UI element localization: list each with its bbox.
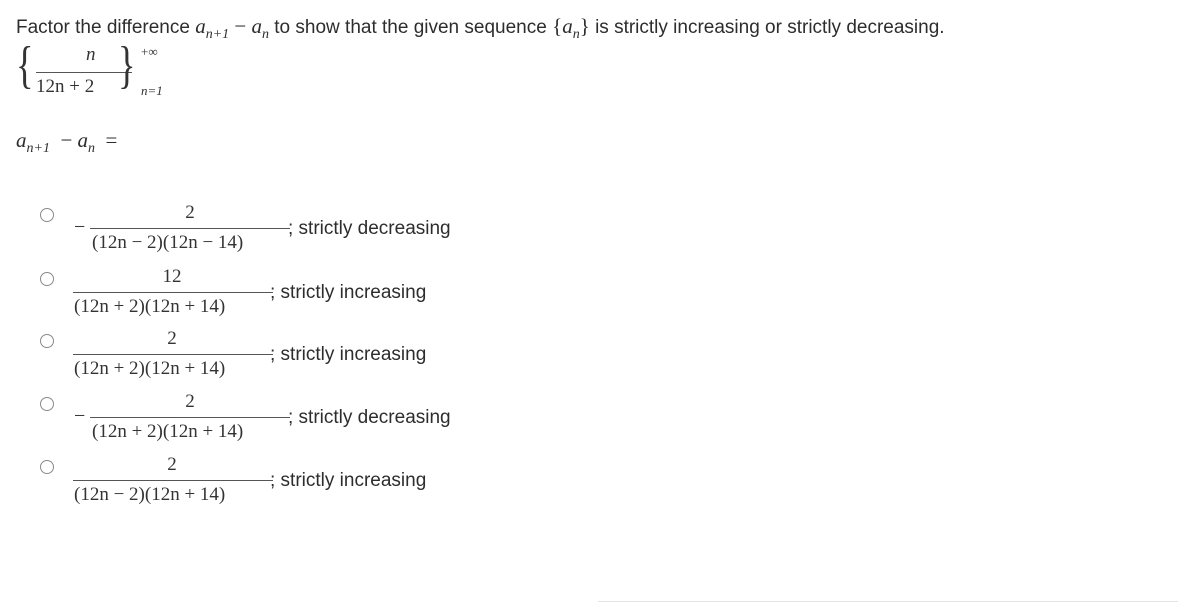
difference-minus: − (234, 14, 247, 38)
difference-a: a (195, 14, 206, 38)
sequence-sub-n: n (572, 27, 580, 42)
question-text (16, 14, 945, 43)
answer-equals: = (105, 128, 118, 152)
answer-lhs (16, 128, 117, 157)
option-3-conclusion: ; strictly increasing (270, 344, 427, 365)
radio-button-option-2[interactable] (40, 272, 54, 286)
answer-option-3[interactable] (40, 328, 560, 384)
sequence-notation (552, 14, 590, 42)
radio-button-option-1[interactable] (40, 208, 54, 222)
sequence-close-brace: } (579, 14, 590, 38)
radio-button-option-3[interactable] (40, 334, 54, 348)
option-4-sign: − (74, 405, 86, 427)
sequence-open-brace: { (552, 14, 563, 38)
option-5-denominator: (12n − 2)(12n + 14) (74, 484, 226, 505)
sequence-numerator: n (86, 44, 96, 65)
answer-sub-n-plus-1: n+1 (26, 141, 50, 156)
difference-sub-n-plus-1: n+1 (205, 27, 230, 42)
sequence-lower-limit: n=1 (141, 83, 163, 98)
option-5-fraction-bar (73, 480, 273, 481)
question-middle: to show that the given sequence (274, 17, 547, 38)
option-1-conclusion: ; strictly decreasing (288, 218, 451, 239)
answer-option-1[interactable] (40, 202, 560, 258)
sequence-right-brace: } (118, 37, 136, 94)
option-1-sign: − (74, 216, 86, 238)
difference-a-2: a (251, 14, 262, 38)
option-3-numerator: 2 (167, 328, 177, 349)
answer-option-2[interactable] (40, 266, 560, 322)
answer-minus: − (60, 128, 73, 152)
option-2-numerator: 12 (162, 266, 182, 287)
sequence-a: a (562, 14, 573, 38)
sequence-denominator: 12n + 2 (36, 76, 95, 97)
bottom-divider (598, 601, 1178, 602)
answer-option-4[interactable] (40, 391, 560, 447)
option-1-fraction-bar (90, 228, 290, 229)
answer-a-2: a (77, 128, 89, 152)
answer-option-5[interactable] (40, 454, 560, 510)
question-lead: Factor the difference (16, 17, 190, 38)
option-3-fraction-bar (73, 354, 273, 355)
radio-button-option-5[interactable] (40, 460, 54, 474)
option-4-denominator: (12n + 2)(12n + 14) (92, 421, 244, 442)
sequence-left-brace: { (16, 37, 34, 94)
difference-expression (195, 14, 269, 42)
option-5-conclusion: ; strictly increasing (270, 470, 427, 491)
option-4-fraction-bar (90, 417, 290, 418)
option-5-numerator: 2 (167, 454, 177, 475)
sequence-definition (16, 37, 236, 100)
option-2-denominator: (12n + 2)(12n + 14) (74, 296, 226, 317)
question-tail: is strictly increasing or strictly decreasing. (595, 17, 945, 38)
option-2-fraction-bar (73, 292, 273, 293)
radio-button-option-4[interactable] (40, 397, 54, 411)
option-4-conclusion: ; strictly decreasing (288, 407, 451, 428)
answer-sub-n: n (88, 141, 96, 156)
option-2-conclusion: ; strictly increasing (270, 282, 427, 303)
sequence-upper-limit: +∞ (141, 44, 158, 59)
option-3-denominator: (12n + 2)(12n + 14) (74, 358, 226, 379)
option-1-denominator: (12n − 2)(12n − 14) (92, 232, 244, 253)
option-1-numerator: 2 (185, 202, 195, 223)
answer-a: a (16, 128, 27, 152)
difference-sub-n: n (262, 27, 269, 42)
option-4-numerator: 2 (185, 391, 195, 412)
